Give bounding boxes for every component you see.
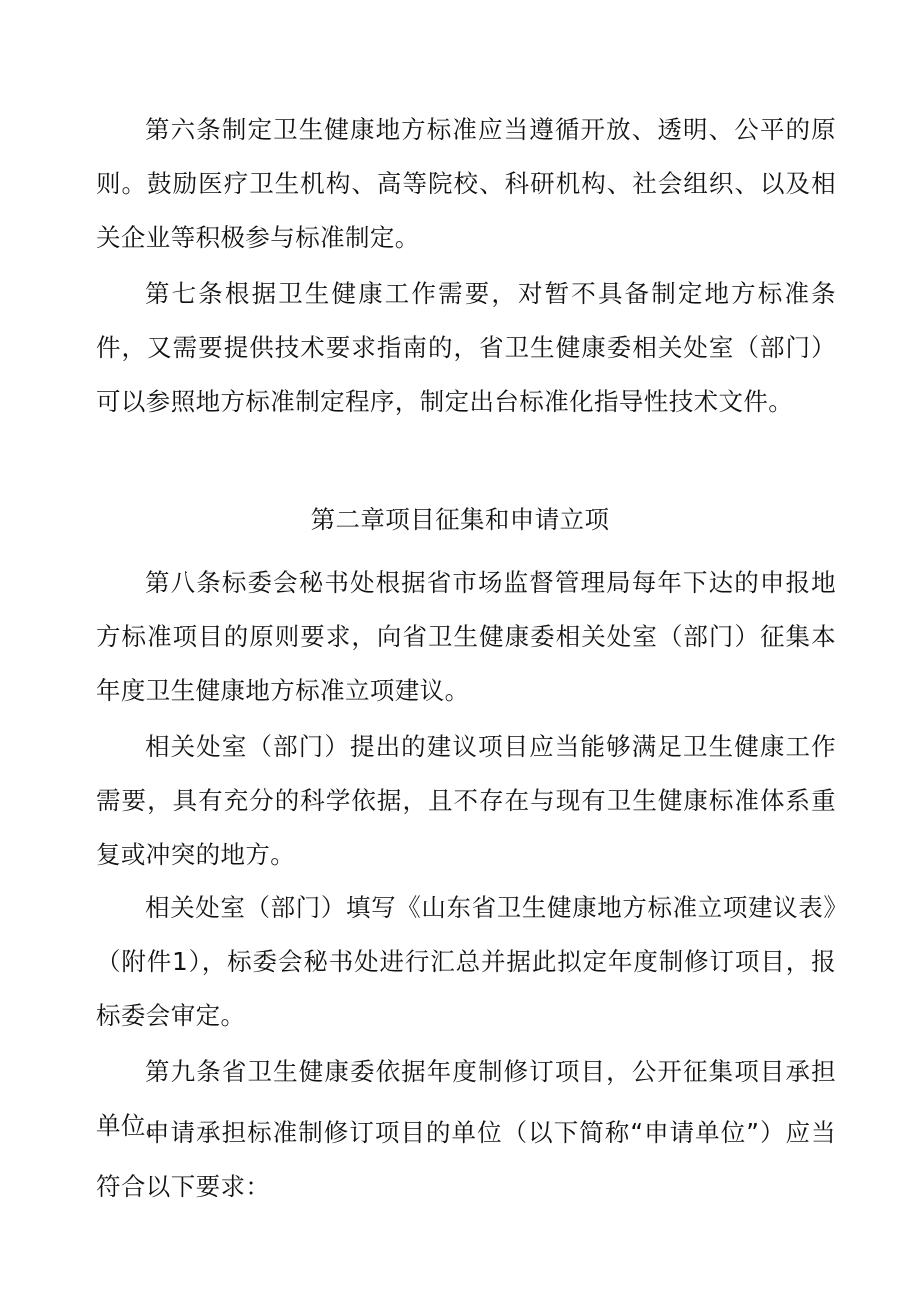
- chapter-2-title: 第二章项目征集和申请立项: [310, 505, 610, 534]
- article-6-paragraph: 第六条制定卫生健康地方标准应当遵循开放、透明、公平的原则。鼓励医疗卫生机构、高等院校、科研机构、社会组织、以及相关企业等积极参与标准制定。: [96, 115, 836, 252]
- article-8-paragraph: 第八条标委会秘书处根据省市场监督管理局每年下达的申报地方标准项目的原则要求，向省卫生健康委相关处室（部门）征集本年度卫生健康地方标准立项建议。: [96, 568, 836, 705]
- article-9-paragraph-2: 申请承担标准制修订项目的单位（以下简称“申请单位”）应当符合以下要求：: [96, 1118, 836, 1201]
- article-8-paragraph-2: 相关处室（部门）提出的建议项目应当能够满足卫生健康工作需要，具有充分的科学依据，且不存在与现有卫生健康标准体系重复或冲突的地方。: [96, 732, 836, 869]
- article-9-paragraph: 第九条省卫生健康委依据年度制修订项目，公开征集项目承担单位。: [96, 1057, 836, 1140]
- article-8-paragraph-3: 相关处室（部门）填写《山东省卫生健康地方标准立项建议表》（附件1），标委会秘书处进行汇总并据此拟定年度制修订项目，报标委会审定。: [96, 893, 836, 1030]
- article-7-paragraph: 第七条根据卫生健康工作需要，对暂不具备制定地方标准条件，又需要提供技术要求指南的，省卫生健康委相关处室（部门）可以参照地方标准制定程序，制定出台标准化指导性技术文件。: [96, 279, 836, 416]
